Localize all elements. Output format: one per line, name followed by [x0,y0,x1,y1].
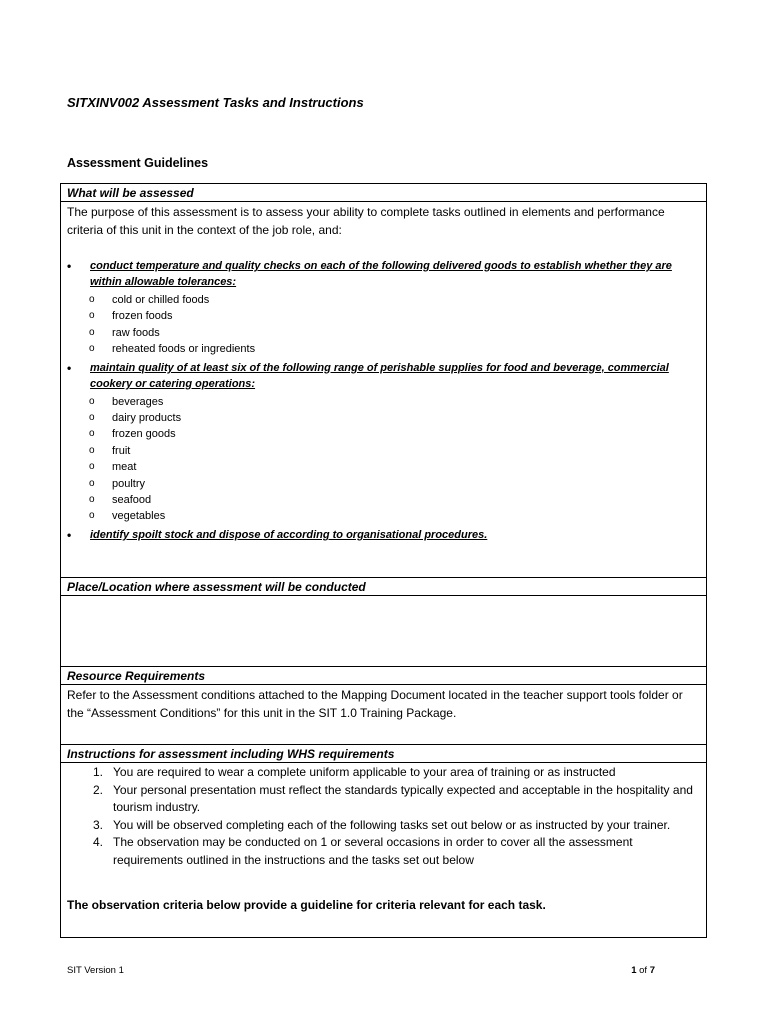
bullet-spoilt-stock: • identify spoilt stock and dispose of according to organisational procedures. [67,527,700,543]
list-number: 1. [93,765,104,779]
list-text: The observation may be conducted on 1 or several occasions in order to cover all the assessment requirements outlined in the instructions and the tasks set out below [113,835,633,867]
list-text: You are required to wear a complete uniform applicable to your area of training or as instructed [113,765,616,779]
list-item: o fruit [67,443,700,459]
perishable-supplies-list [67,394,700,525]
list-number: 2. [93,782,104,797]
list-item [67,834,700,869]
what-assessed-heading: What will be assessed [61,184,706,202]
list-item: o reheated foods or ingredients [67,341,700,357]
delivered-goods-list [67,292,700,358]
list-number: 4. [93,835,104,849]
list-item [67,764,700,782]
list-item: o vegetables [67,508,700,524]
list-item: o beverages [67,394,700,410]
list-item [67,782,700,817]
bullet-temperature-checks: • conduct temperature and quality checks on each of the following delivered goods to establish whether they are within allowable tolerances: [67,258,700,290]
place-heading: Place/Location where assessment will be conducted [61,578,706,596]
footer-version: SIT Version 1 [67,965,124,976]
section-heading: Assessment Guidelines [67,156,209,170]
instructions-list [67,764,700,869]
place-body [61,596,706,667]
instructions-body [61,763,706,937]
document-title: SITXINV002 Assessment Tasks and Instructions [67,95,364,110]
list-item: o dairy products [67,410,700,426]
what-assessed-intro: The purpose of this assessment is to assess your ability to complete tasks outlined in elements and performance criteria of this unit in the context of the job role, and: [67,205,665,237]
page-total: 7 [649,965,655,976]
list-number: 3. [93,817,104,832]
list-text: Your personal presentation must reflect the standards typically expected and acceptable in the hospitality and tourism industry. [113,782,693,814]
list-item: o frozen foods [67,308,700,324]
bullet-maintain-quality: • maintain quality of at least six of the following range of perishable supplies for food and beverage, commercial cookery or catering operations: [67,360,700,392]
list-item: o seafood [67,492,700,508]
observation-criteria-note: The observation criteria below provide a guideline for criteria relevant for each task. [67,898,546,912]
resources-heading: Resource Requirements [61,667,706,685]
what-assessed-body [61,202,706,578]
instructions-heading: Instructions for assessment including WHS requirements [61,745,706,763]
assessment-guidelines-table [60,183,707,938]
list-item [67,817,700,835]
page-of: of [639,965,648,976]
list-item: o frozen goods [67,426,700,442]
page-current: 1 [631,965,637,976]
list-item: o meat [67,459,700,475]
page-number [631,965,655,976]
list-item: o cold or chilled foods [67,292,700,308]
list-item: o raw foods [67,325,700,341]
resources-body: Refer to the Assessment conditions attached to the Mapping Document located in the teacher support tools folder or the “Assessment Conditions” for this unit in the SIT 1.0 Training Package. [61,685,706,745]
list-text: You will be observed completing each of the following tasks set out below or as instructed by your trainer. [113,817,671,832]
list-item: o poultry [67,476,700,492]
